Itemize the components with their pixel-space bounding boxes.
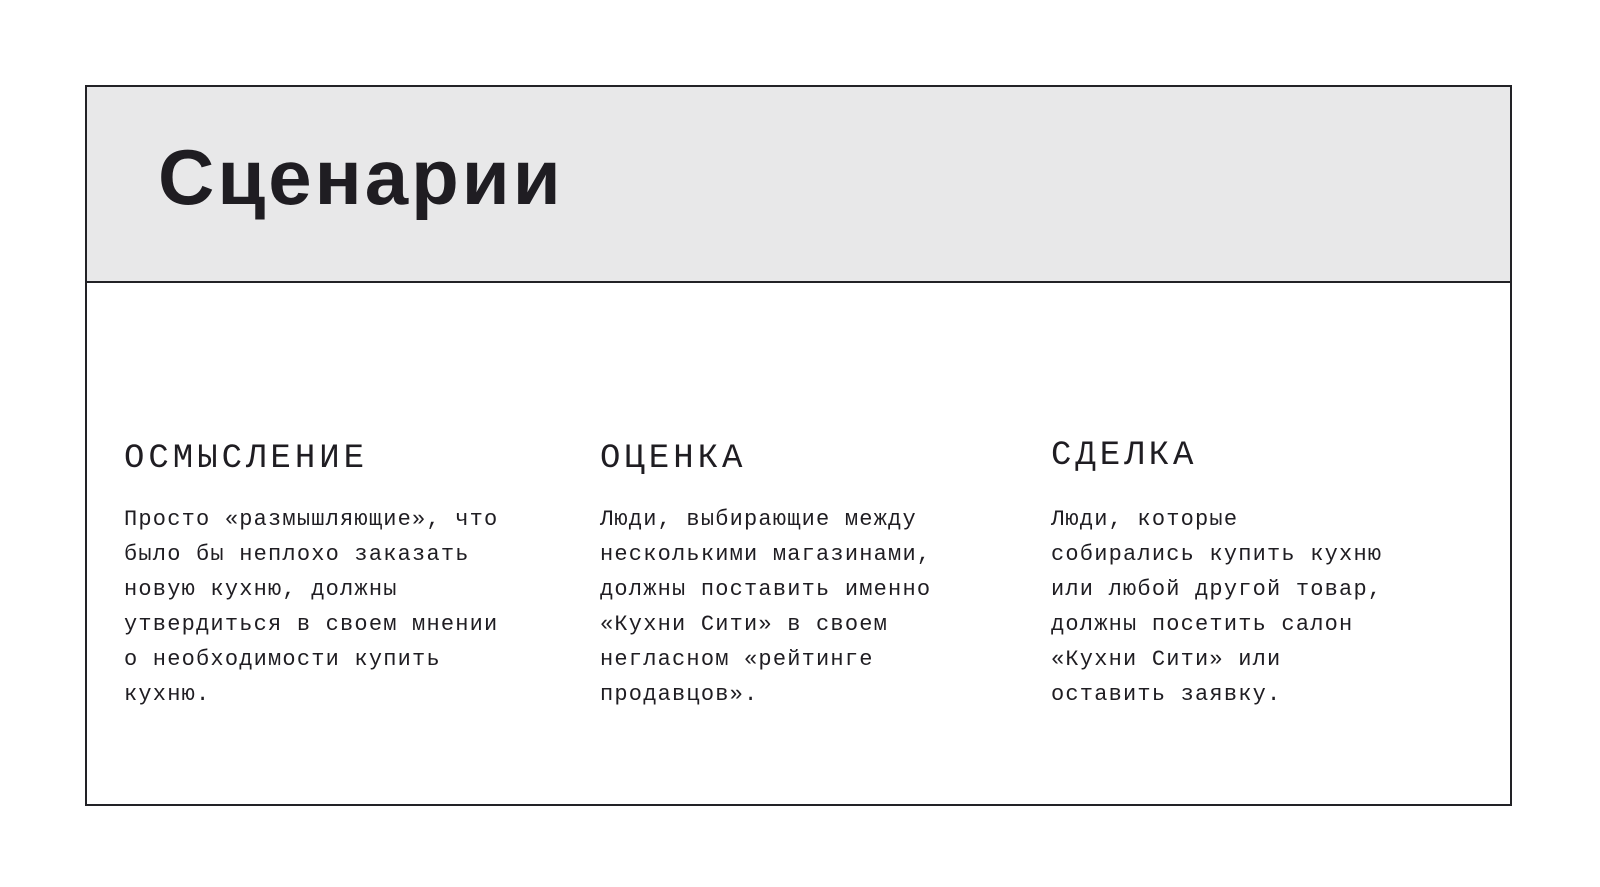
column-heading: ОЦЕНКА: [600, 440, 747, 478]
header-band: [87, 87, 1510, 283]
column-heading: СДЕЛКА: [1051, 437, 1198, 475]
content-frame: [85, 85, 1512, 806]
column-osmyslenie: [124, 439, 498, 712]
column-text: Люди, выбирающие между несколькими магазинами, должны поставить именно «Кухни Сити» в своем негласном «рейтинге продавцов».: [600, 506, 932, 707]
column-sdelka: [1051, 436, 1382, 712]
column-text: Люди, которые собирались купить кухню или любой другой товар, должны посетить салон «Кухни Сити» или оставить заявку.: [1051, 506, 1383, 707]
column-text: Просто «размышляющие», что было бы неплохо заказать новую кухню, должны утвердиться в своем мнении о необходимости купить кухню.: [124, 506, 499, 707]
page-title: Сценарии: [158, 133, 564, 221]
column-otsenka: [600, 439, 931, 712]
column-heading: ОСМЫСЛЕНИЕ: [124, 440, 369, 478]
